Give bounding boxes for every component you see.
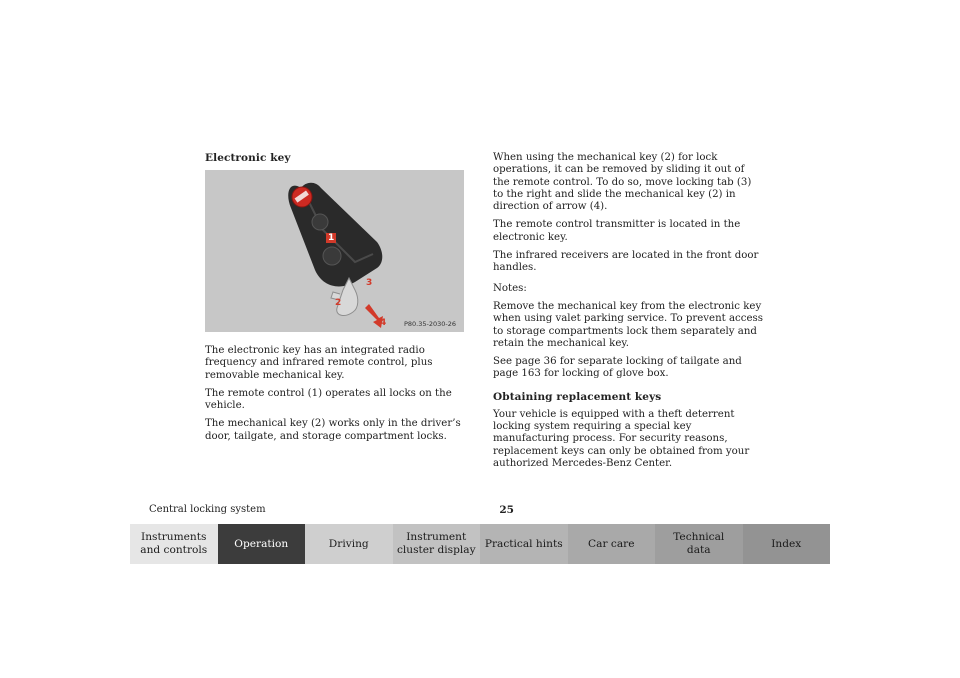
left-column — [205, 152, 467, 449]
electronic-key-figure — [205, 170, 464, 332]
figure-code: P80.35-2030-26 — [403, 320, 456, 328]
callout-1: 1 — [328, 233, 335, 243]
tab-label: Instrument cluster display — [396, 531, 476, 556]
note-paragraph: See page 36 for separate locking of tailgate and page 163 for locking of glove box. — [493, 356, 742, 380]
tab-label: Practical hints — [484, 537, 563, 550]
right-column — [493, 152, 763, 476]
tab-car-care[interactable] — [568, 524, 656, 564]
section-heading-replacement-keys: Obtaining replacement keys — [493, 390, 662, 403]
tab-label: Car care — [588, 537, 635, 550]
section-title: Central locking system — [149, 504, 266, 515]
chapter-nav — [130, 524, 830, 564]
tab-label: Operation — [234, 537, 289, 550]
tab-instrument-cluster-display[interactable] — [393, 524, 481, 564]
paragraph: The electronic key has an integrated radio frequency and infrared remote control, plus removable mechanical key. — [205, 345, 433, 381]
tab-label: Index — [771, 537, 802, 550]
note-paragraph: Remove the mechanical key from the electronic key when using valet parking service. To prevent access to storage compartments lock them separately and retain the mechanical key. — [493, 300, 763, 349]
tab-label: Technical data — [673, 531, 725, 556]
paragraph: The mechanical key (2) works only in the driver’s door, tailgate, and storage compartment locks. — [205, 418, 461, 442]
tab-operation[interactable] — [218, 524, 306, 564]
callout-3: 3 — [366, 278, 373, 288]
notes-label: Notes: — [493, 282, 527, 294]
tab-index[interactable] — [743, 524, 831, 564]
callout-4: 4 — [380, 318, 387, 328]
tab-instruments-and-controls[interactable] — [130, 524, 218, 564]
paragraph: When using the mechanical key (2) for lock operations, it can be removed by sliding it out of the remote control. To do so, move locking tab (3) to the right and slide the mechanical key (2) in direction of arrow (4). — [493, 152, 752, 213]
page-number: 25 — [499, 504, 514, 516]
tab-label: Driving — [328, 537, 369, 550]
section-heading-electronic-key: Electronic key — [205, 152, 291, 164]
paragraph: The remote control (1) operates all locks on the vehicle. — [205, 387, 452, 412]
callout-2: 2 — [335, 298, 342, 308]
page-footer-header — [149, 504, 514, 518]
paragraph: The infrared receivers are located in the front door handles. — [493, 250, 759, 274]
paragraph: The remote control transmitter is located in the electronic key. — [493, 219, 741, 243]
tab-technical-data[interactable] — [655, 524, 743, 564]
tab-practical-hints[interactable] — [480, 524, 568, 564]
tab-label: Instruments and controls — [140, 531, 208, 556]
tab-driving[interactable] — [305, 524, 393, 564]
paragraph: Your vehicle is equipped with a theft deterrent locking system requiring a special key manufacturing process. For security reasons, replacement keys can only be obtained from your authorized Mercedes-Benz Center. — [493, 408, 750, 469]
